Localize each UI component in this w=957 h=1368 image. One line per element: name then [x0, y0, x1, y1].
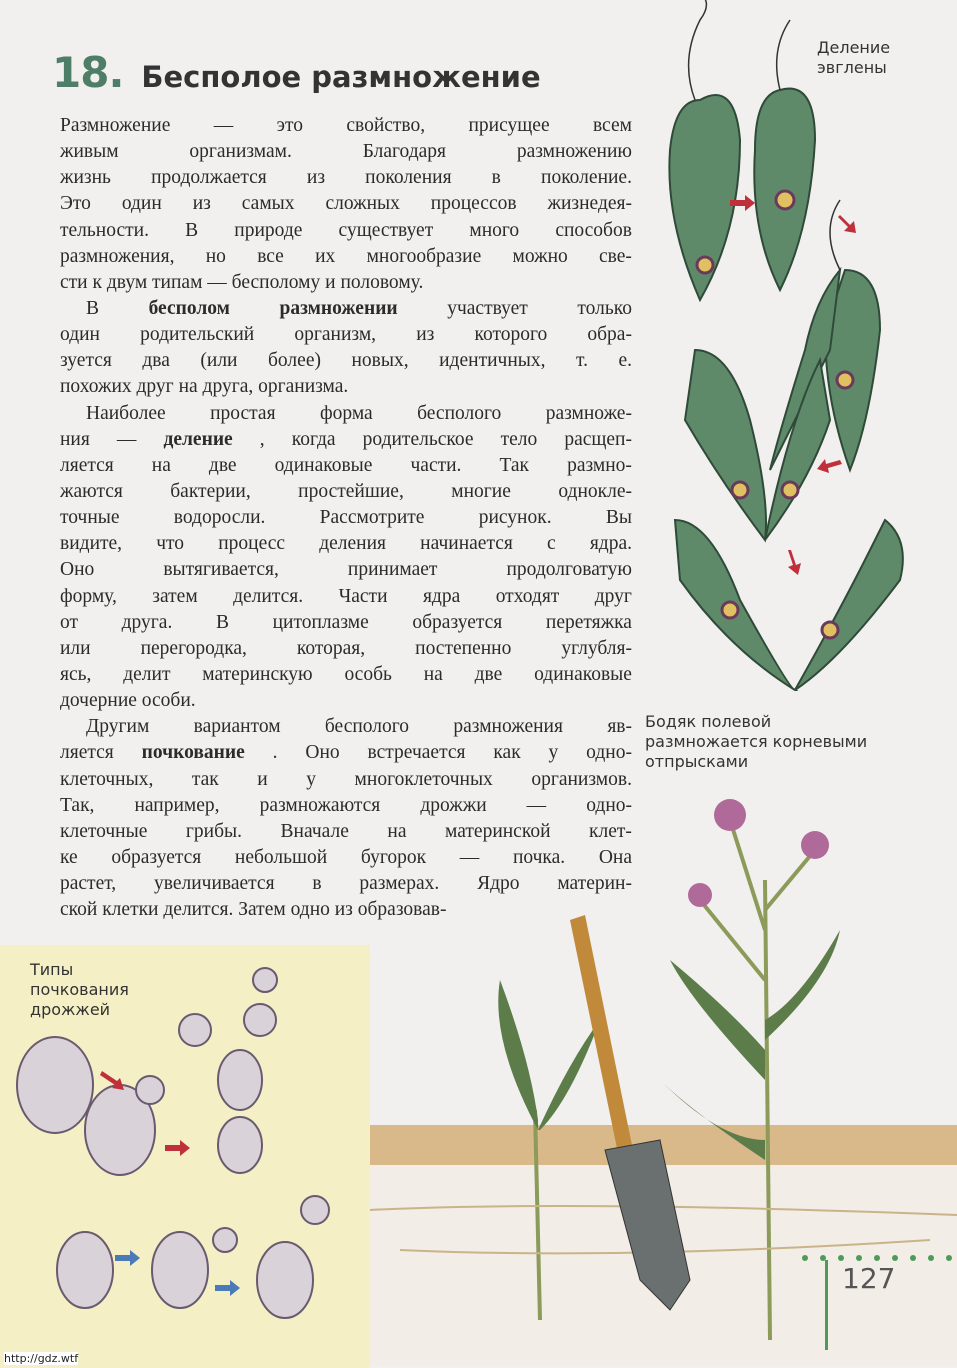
word: сти — [60, 271, 88, 293]
word: например, — [134, 794, 220, 816]
word: на — [151, 454, 171, 476]
word: небольшой — [234, 846, 328, 868]
word: — — [459, 846, 480, 868]
word: друг — [136, 376, 174, 398]
word: вариантом — [193, 716, 281, 738]
word: одно- — [586, 794, 632, 816]
word: одно — [290, 899, 330, 921]
section-heading — [52, 48, 541, 97]
word: но — [205, 245, 226, 267]
word: све- — [599, 245, 632, 267]
page-number: 127 — [842, 1262, 896, 1295]
text-line — [60, 714, 632, 740]
word: и — [257, 768, 268, 790]
word: Ядро — [477, 873, 520, 895]
word: которого — [474, 324, 548, 346]
word: форма — [319, 402, 373, 424]
word: многообразие — [366, 245, 482, 267]
text-line — [60, 479, 632, 505]
word: продолжается — [151, 167, 267, 189]
text-line — [60, 218, 632, 244]
word: принимает — [347, 559, 438, 581]
word: перегородка, — [140, 637, 247, 659]
word: Так — [499, 454, 530, 476]
word: так — [191, 768, 219, 790]
text-line — [60, 401, 632, 427]
word: В — [215, 611, 229, 633]
word: два — [142, 350, 170, 372]
word: — — [116, 428, 137, 450]
text-line — [60, 505, 632, 531]
text-line — [60, 270, 632, 296]
word: более) — [268, 350, 321, 372]
word: Рассмотрите — [319, 507, 425, 529]
word: перетяжка — [545, 611, 632, 633]
text-line — [60, 453, 632, 479]
word: присущее — [468, 115, 550, 136]
word: существует — [338, 219, 434, 241]
caption-thistle — [645, 712, 867, 772]
caption-line: дрожжей — [30, 1000, 111, 1019]
word: у — [306, 768, 317, 790]
word: одно- — [586, 742, 632, 764]
word: один — [121, 193, 162, 215]
text-line — [60, 191, 632, 217]
word: особь — [344, 663, 392, 685]
text-line — [60, 662, 632, 688]
word: Наиболее — [86, 402, 166, 424]
word: тельности. — [60, 219, 149, 241]
caption-line: отпрысками — [645, 752, 749, 771]
word: клет- — [589, 820, 632, 842]
word: , — [259, 428, 265, 450]
word: Вначале — [280, 820, 349, 842]
word: организмов. — [531, 768, 632, 790]
word: от — [60, 611, 79, 633]
yeast-budding-illustration — [0, 960, 370, 1360]
word: друга. — [121, 611, 173, 633]
word: водоросли. — [173, 507, 266, 529]
word: однокле- — [558, 480, 632, 502]
word: типам — [152, 271, 203, 293]
word: видите, — [60, 533, 123, 555]
word: новых, — [351, 350, 409, 372]
word: половому. — [340, 271, 424, 293]
word: ядра. — [589, 533, 632, 555]
word: их — [315, 245, 336, 267]
leaf — [498, 980, 538, 1130]
word: у — [548, 742, 559, 764]
word: встречается — [367, 742, 466, 764]
text-line — [60, 636, 632, 662]
word: одинаковые — [534, 663, 632, 685]
thistle-flower — [714, 799, 746, 831]
word: размноже- — [545, 402, 632, 424]
yeast-cell — [218, 1050, 262, 1110]
word: образовав- — [357, 899, 447, 921]
word: дочерние — [60, 690, 137, 712]
word: на — [387, 820, 407, 842]
word: рисунок. — [478, 507, 552, 529]
text-line — [60, 139, 632, 165]
word: ния — [60, 428, 90, 450]
word: много — [469, 219, 520, 241]
word: делится. — [233, 585, 304, 607]
word: одинаковые — [274, 454, 373, 476]
word: увеличивается — [153, 873, 275, 895]
word: размножения, — [60, 245, 175, 267]
word: бактерии, — [170, 480, 251, 502]
watermark-url[interactable]: http://gdz.wtf — [4, 1352, 79, 1365]
bold-term: почкование — [141, 742, 245, 764]
word: материнскую — [202, 663, 313, 685]
word: жизнедея- — [547, 193, 632, 215]
word: Благодаря — [362, 141, 447, 163]
word: материн- — [557, 873, 632, 895]
text-line — [60, 322, 632, 348]
yeast-cell — [152, 1232, 208, 1308]
word: похожих — [60, 376, 132, 398]
word: размерах. — [359, 873, 440, 895]
word: клеточные — [60, 820, 148, 842]
word: деления — [319, 533, 386, 555]
word: родительский — [140, 324, 255, 346]
word: Это — [60, 193, 91, 215]
text-line — [60, 374, 632, 400]
caption-line: Бодяк полевой — [645, 712, 772, 731]
bold-term: размножении — [279, 297, 398, 319]
word: как — [493, 742, 521, 764]
word: две — [208, 454, 237, 476]
word: размножения — [453, 716, 563, 738]
word: бугорок — [360, 846, 427, 868]
word: способов — [555, 219, 632, 241]
word: — — [526, 794, 547, 816]
text-line — [60, 244, 632, 270]
text-line — [60, 688, 632, 714]
word: родительское — [362, 428, 474, 450]
bold-term: деление — [163, 428, 233, 450]
word: форму, — [60, 585, 117, 607]
word: многоклеточных — [354, 768, 493, 790]
word: Вы — [605, 507, 632, 529]
word: в — [312, 873, 322, 895]
word: организмам. — [189, 141, 292, 163]
caption-line: Деление — [817, 38, 891, 57]
word: сложных — [325, 193, 400, 215]
word: — — [207, 271, 227, 293]
word: грибы. — [185, 820, 242, 842]
word: вытягивается, — [163, 559, 279, 581]
word: из — [192, 193, 211, 215]
word: самых — [241, 193, 295, 215]
word: размно- — [567, 454, 632, 476]
word: образуется — [412, 611, 503, 633]
caption-line: почкования — [30, 980, 129, 999]
word: делит — [123, 663, 171, 685]
word: к — [92, 271, 102, 293]
word: жаются — [60, 480, 123, 502]
yeast-cell — [57, 1232, 113, 1308]
text-line — [60, 427, 632, 453]
word: друга, — [202, 376, 254, 398]
word: В — [86, 297, 100, 319]
word: ке — [60, 846, 78, 868]
word: Оно — [305, 742, 340, 764]
word: затем — [152, 585, 198, 607]
word: из — [416, 324, 435, 346]
word: начинается — [420, 533, 513, 555]
word: ядра — [422, 585, 461, 607]
leaf — [538, 1020, 600, 1130]
word: Другим — [86, 716, 150, 738]
section-number: 18. — [52, 48, 124, 97]
text-line — [60, 740, 632, 766]
text-line — [60, 610, 632, 636]
word: на — [178, 376, 198, 398]
word: и — [325, 271, 336, 293]
word: организма. — [258, 376, 349, 398]
word: когда — [291, 428, 336, 450]
word: Так, — [60, 794, 95, 816]
word: природе — [234, 219, 303, 241]
euglena-cell — [685, 350, 766, 540]
word: друг — [594, 585, 632, 607]
yeast-cell — [17, 1037, 93, 1133]
word: с — [547, 533, 556, 555]
caption-line: размножается корневыми — [645, 732, 868, 751]
word: из — [334, 899, 353, 921]
word: Затем — [238, 899, 286, 921]
word: зуется — [60, 350, 112, 372]
caption-line: эвглены — [817, 58, 887, 77]
word: это — [276, 115, 303, 136]
word: на — [423, 663, 443, 685]
word: идентичных, — [439, 350, 546, 372]
word: Размножение — [60, 115, 171, 136]
caption-line: Типы — [30, 960, 74, 979]
word: бесполого — [324, 716, 410, 738]
word: точные — [60, 507, 120, 529]
word: углубля- — [561, 637, 632, 659]
word: живым — [60, 141, 119, 163]
word: продолговатую — [506, 559, 632, 581]
text-line — [60, 557, 632, 583]
word: (или — [200, 350, 238, 372]
leaf — [765, 930, 840, 1040]
word: можно — [512, 245, 568, 267]
word: что — [156, 533, 185, 555]
word: расщеп- — [564, 428, 632, 450]
word: бесполому — [231, 271, 321, 293]
word: материнской — [445, 820, 551, 842]
word: т. — [576, 350, 588, 372]
leaf — [670, 960, 765, 1080]
word: или — [60, 637, 91, 659]
word: в — [491, 167, 501, 189]
word: всем — [592, 115, 632, 136]
word: особи. — [141, 690, 196, 712]
word: процесс — [218, 533, 286, 555]
word: из — [306, 167, 326, 189]
word: только — [577, 297, 632, 319]
euglena-division-illustration — [640, 0, 940, 700]
word: поколения — [365, 167, 452, 189]
word: простейшие, — [298, 480, 404, 502]
word: делится. — [163, 899, 234, 921]
word: . — [272, 742, 278, 764]
word: участвует — [447, 297, 528, 319]
word: почка. — [512, 846, 566, 868]
word: которая, — [296, 637, 366, 659]
word: простая — [210, 402, 276, 424]
euglena-cell — [795, 520, 903, 690]
text-line — [60, 165, 632, 191]
word: клеточных, — [60, 768, 154, 790]
word: Она — [598, 846, 632, 868]
word: жизнь — [60, 167, 111, 189]
word: Части — [338, 585, 388, 607]
word: тело — [500, 428, 538, 450]
word: свойство, — [346, 115, 426, 136]
page-title: Бесполое размножение — [141, 60, 541, 94]
bold-term: бесполом — [148, 297, 230, 319]
euglena-cell — [754, 89, 815, 290]
text-line — [60, 296, 632, 322]
word: две — [474, 663, 503, 685]
word: растет, — [60, 873, 117, 895]
word: ляется — [60, 742, 114, 764]
word: В — [185, 219, 199, 241]
word: многие — [451, 480, 511, 502]
word: размножению — [516, 141, 632, 163]
yeast-cell — [257, 1242, 313, 1318]
word: ляется — [60, 454, 114, 476]
word: дрожжи — [420, 794, 487, 816]
word: е. — [618, 350, 632, 372]
word: организм, — [294, 324, 377, 346]
word: поколение. — [541, 167, 632, 189]
word: — — [213, 115, 234, 136]
word: Оно — [60, 559, 95, 581]
text-line — [60, 348, 632, 374]
word: постепенно — [415, 637, 512, 659]
word: процессов — [430, 193, 517, 215]
word: ской — [60, 899, 98, 921]
text-line — [60, 584, 632, 610]
word: бесполого — [417, 402, 502, 424]
word: клетки — [102, 899, 159, 921]
text-line — [60, 113, 632, 139]
word: отходят — [495, 585, 560, 607]
word: один — [60, 324, 100, 346]
word: яв- — [607, 716, 632, 738]
word: части. — [410, 454, 462, 476]
word: образуется — [111, 846, 202, 868]
word: обра- — [587, 324, 632, 346]
word: размножаются — [259, 794, 381, 816]
word: цитоплазме — [272, 611, 369, 633]
word: ясь, — [60, 663, 92, 685]
yeast-cell — [218, 1117, 262, 1173]
word: все — [257, 245, 284, 267]
text-line — [60, 531, 632, 557]
word: двум — [106, 271, 148, 293]
